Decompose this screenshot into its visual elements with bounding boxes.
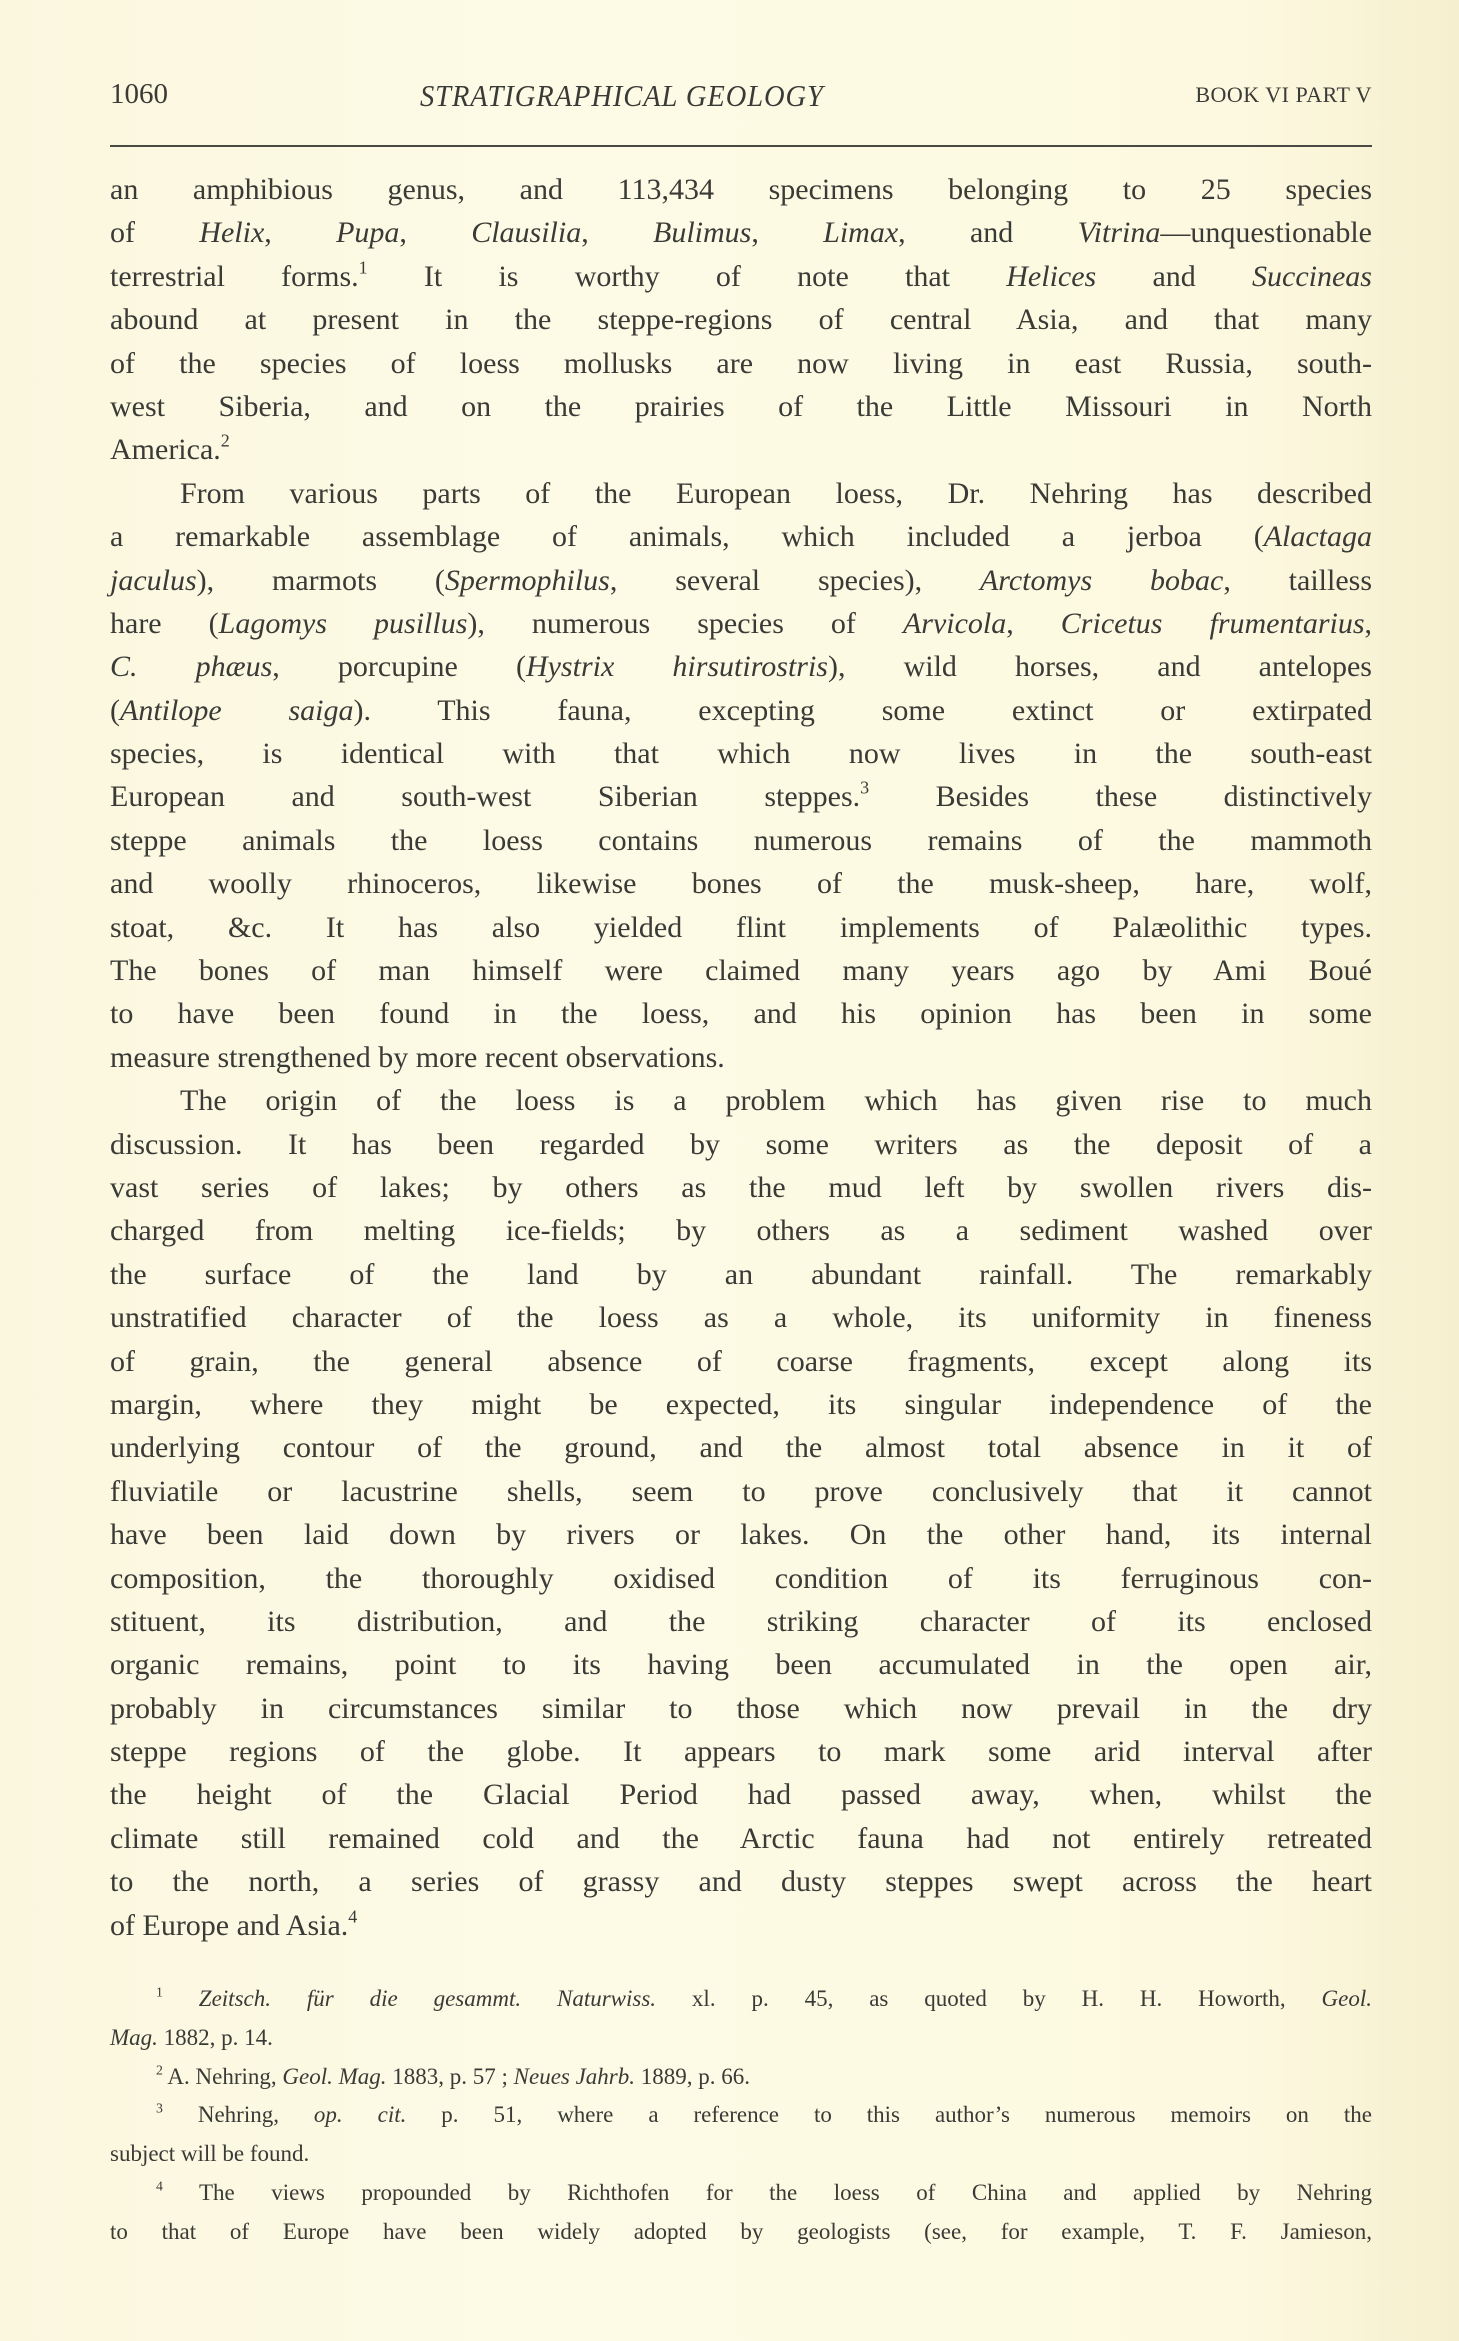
body-line: steppe animals the loess contains numerous remains of the mammoth	[110, 823, 1372, 857]
body-line: European and south-west Siberian steppes.$^3$ Besides these distinctively	[110, 777, 1372, 814]
footnote-line: $^1$ Zeitsch. für die gesammt. Naturwiss. xl. p. 45, as quoted by H. H. Howorth, Geol.	[156, 1984, 1372, 2011]
body-line: climate still remained cold and the Arctic fauna had not entirely retreated	[110, 1821, 1372, 1855]
book-part-label: BOOK VI PART V	[1195, 82, 1372, 107]
body-line: the height of the Glacial Period had passed away, when, whilst the	[110, 1778, 1372, 1812]
body-line: abound at present in the steppe-regions of central Asia, and that many	[110, 303, 1372, 337]
body-line: (Antilope saiga). This fauna, excepting some extinct or extirpated	[110, 693, 1373, 727]
footnote-line: subject will be found.	[110, 2141, 310, 2167]
footnote-line: Mag. 1882, p. 14.	[110, 2024, 273, 2050]
body-line: From various parts of the European loess, Dr. Nehring has described	[180, 476, 1372, 510]
body-line: of Helix, Pupa, Clausilia, Bulimus, Limax, and Vitrina—unquestionable	[110, 216, 1372, 250]
body-line: an amphibious genus, and 113,434 specimens belonging to 25 species	[110, 173, 1372, 206]
body-line: The bones of man himself were claimed many years ago by Ami Boué	[110, 954, 1372, 988]
body-line: probably in circumstances similar to those which now prevail in the dry	[110, 1691, 1372, 1725]
body-line: hare (Lagomys pusillus), numerous species of Arvicola, Cricetus frumentarius,	[110, 606, 1372, 640]
footnote-line: $^2$ A. Nehring, Geol. Mag. 1883, p. 57 ; Neues Jahrb. 1889, p. 66.	[156, 2061, 751, 2089]
body-line: to the north, a series of grassy and dusty steppes swept across the heart	[110, 1865, 1372, 1899]
body-line: discussion. It has been regarded by some writers as the deposit of a	[110, 1127, 1372, 1161]
body-line: stoat, &c. It has also yielded flint implements of Palæolithic types.	[110, 910, 1372, 944]
body-line: a remarkable assemblage of animals, which included a jerboa (Alactaga	[110, 520, 1372, 554]
body-line: The origin of the loess is a problem which has given rise to much	[180, 1084, 1372, 1118]
body-line: to have been found in the loess, and his opinion has been in some	[110, 997, 1372, 1031]
body-line: stituent, its distribution, and the striking character of its enclosed	[110, 1604, 1372, 1638]
body-line: jaculus), marmots (Spermophilus, several species), Arctomys bobac, tailless	[110, 563, 1372, 597]
footnote-line: to that of Europe have been widely adopted by geologists (see, for example, T. F. Jamieson,	[110, 2218, 1372, 2244]
body-line: west Siberia, and on the prairies of the Little Missouri in North	[110, 389, 1372, 423]
body-text	[110, 168, 1372, 1947]
running-title: STRATIGRAPHICAL GEOLOGY	[420, 78, 824, 113]
footnotes	[110, 1980, 1372, 2252]
body-line: unstratified character of the loess as a whole, its uniformity in fineness	[110, 1301, 1372, 1335]
body-line: C. phæus, porcupine (Hystrix hirsutirostris), wild horses, and antelopes	[110, 650, 1372, 684]
footnote-line: $^3$ Nehring, op. cit. p. 51, where a reference to this author’s numerous memoirs on the	[156, 2100, 1372, 2128]
body-line: vast series of lakes; by others as the mud left by swollen rivers dis-	[110, 1170, 1372, 1204]
body-line: margin, where they might be expected, its singular independence of the	[110, 1387, 1372, 1421]
body-line: America.$^2$	[110, 430, 230, 467]
body-line: fluviatile or lacustrine shells, seem to prove conclusively that it cannot	[110, 1474, 1372, 1508]
body-line: terrestrial forms.$^1$ It is worthy of note that Helices and Succineas	[110, 257, 1372, 293]
body-line: steppe regions of the globe. It appears to mark some arid interval after	[110, 1735, 1372, 1769]
page-number: 1060	[110, 78, 168, 110]
header-rule	[110, 145, 1372, 147]
body-line: species, is identical with that which now lives in the south-east	[110, 737, 1372, 771]
footnote-line: $^4$ The views propounded by Richthofen for the loess of China and applied by Nehring	[156, 2178, 1372, 2205]
body-line: and woolly rhinoceros, likewise bones of the musk-sheep, hare, wolf,	[110, 867, 1372, 901]
body-line: of the species of loess mollusks are now living in east Russia, south-	[110, 346, 1372, 380]
body-line: the surface of the land by an abundant rainfall. The remarkably	[110, 1257, 1372, 1291]
body-line: charged from melting ice-fields; by others as a sediment washed over	[110, 1214, 1372, 1248]
body-line: composition, the thoroughly oxidised condition of its ferruginous con-	[110, 1561, 1372, 1595]
body-line: measure strengthened by more recent observations.	[110, 1040, 725, 1074]
body-line: have been laid down by rivers or lakes. On the other hand, its internal	[110, 1518, 1372, 1552]
body-line: underlying contour of the ground, and the almost total absence in it of	[110, 1431, 1372, 1465]
body-line: organic remains, point to its having been accumulated in the open air,	[110, 1648, 1372, 1682]
running-header	[110, 78, 1372, 122]
body-line: of Europe and Asia.$^4$	[110, 1906, 358, 1942]
body-line: of grain, the general absence of coarse fragments, except along its	[110, 1344, 1372, 1378]
